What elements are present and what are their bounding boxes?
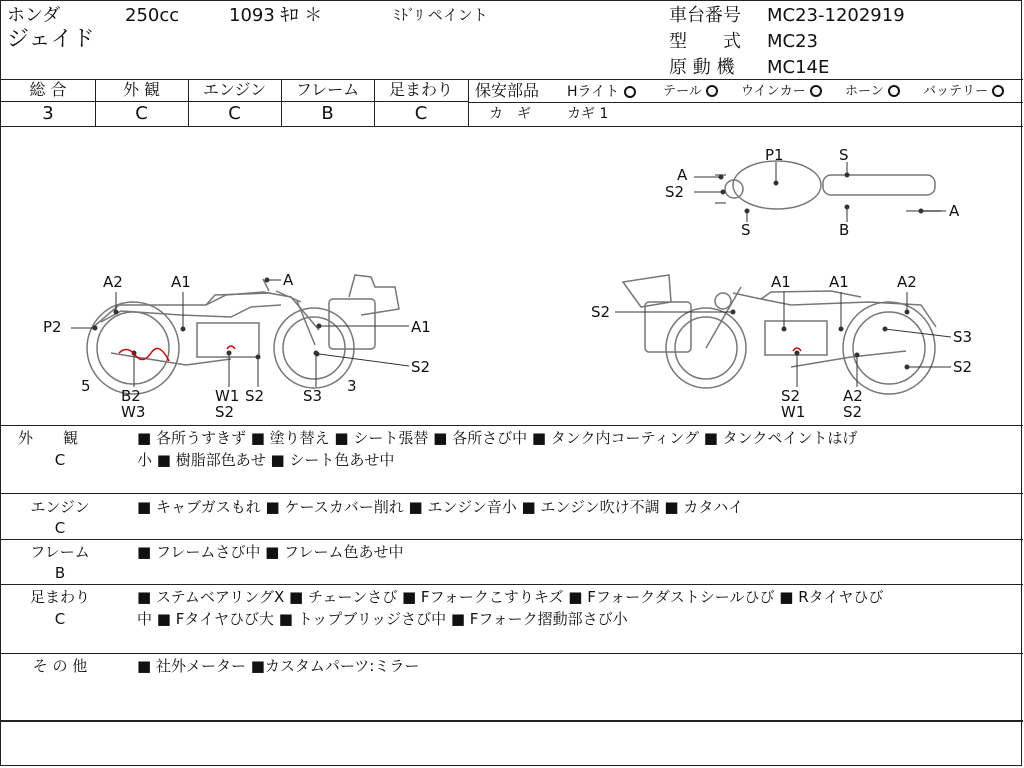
grade-frame-label: フレーム [295,80,360,99]
grade-suspension-label: 足まわり [388,80,453,99]
horn-label: ホーン [845,84,884,99]
notes-exterior-line2: 小 ■ 樹脂部色あせ ■ シート色あせ中 [137,451,395,469]
notes-engine-label: エンジン [30,498,90,516]
svg-text:S2: S2 [245,387,265,405]
divider [1,539,1023,540]
notes-other-label: そ の 他 [32,657,88,675]
svg-text:P2: P2 [43,318,62,336]
frame-no-value: MC23-1202919 [767,5,905,26]
ok-circle-icon [624,86,636,98]
winker-label: ウインカー [741,84,806,99]
svg-text:S2: S2 [843,403,863,421]
notes-suspension-line1: ■ ステムベアリングX ■ チェーンさび ■ Fフォークこすりキズ ■ Fフォークダストシールひび ■ Rタイヤひび [137,588,884,606]
notes-suspension-label: 足まわり [29,588,90,606]
key-value: カギ 1 [567,106,609,122]
svg-text:S: S [741,221,751,239]
notes-suspension-grade: C [54,610,66,628]
motorcycle-right-view [623,275,936,394]
svg-text:A1: A1 [771,273,791,291]
notes-exterior-label: 外 観 [17,429,78,447]
divider [1,425,1023,426]
svg-text:S2: S2 [953,358,973,376]
svg-text:A: A [677,166,688,184]
svg-text:A1: A1 [411,318,431,336]
divider [1,493,1023,494]
notes-frame-line1: ■ フレームさび中 ■ フレーム色あせ中 [137,543,404,561]
safety-headlight [567,83,636,101]
ok-circle-icon [810,85,822,97]
engine-model-label: 原 動 機 [669,57,735,78]
notes-frame-grade: B [54,564,66,582]
svg-text:A: A [949,202,960,220]
safety-tail [663,83,718,101]
grade-overall-label: 総 合 [29,80,67,99]
svg-text:W1: W1 [215,387,240,405]
rust-marks [119,346,801,361]
svg-text:S2: S2 [591,303,611,321]
damage-diagram [1,127,1023,425]
svg-text:B: B [839,221,850,239]
safety-label: 保安部品 [475,81,540,100]
grade-suspension-value: C [414,103,428,124]
svg-text:W3: W3 [121,403,146,421]
grade-engine-label: エンジン [202,80,267,99]
svg-text:S2: S2 [781,387,801,405]
divider [1,720,1023,722]
svg-text:A2: A2 [897,273,917,291]
svg-text:A1: A1 [171,273,191,291]
svg-text:S3: S3 [303,387,323,405]
svg-text:A: A [283,271,294,289]
tail-label: テール [663,84,702,99]
svg-text:S2: S2 [665,183,685,201]
ok-circle-icon [888,85,900,97]
headlight-label: Hライト [567,84,620,100]
frame-no-label: 車台番号 [669,5,741,26]
svg-text:B2: B2 [121,387,141,405]
grade-exterior-value: C [135,103,148,124]
notes-suspension-line2: 中 ■ Fタイヤひび大 ■ トップブリッジさび中 ■ Fフォーク摺動部さび小 [137,610,628,628]
svg-text:A2: A2 [103,273,123,291]
grade-engine-value: C [228,103,241,124]
svg-text:5: 5 [81,377,91,395]
safety-horn [845,83,900,101]
svg-text:P1: P1 [765,146,784,164]
model-name: ジェイド [7,27,95,52]
notes-exterior-grade: C [54,451,66,469]
grade-frame-value: B [321,103,334,124]
mileage: 1093 ｷﾛ ＊ [229,5,323,26]
svg-text:A2: A2 [843,387,863,405]
notes-exterior-line1: ■ 各所うすきず ■ 塗り替え ■ シート張替 ■ 各所さび中 ■ タンク内コーティング ■ タンクペイントはげ [137,429,858,447]
color: ﾐﾄﾞﾘ ペイント [393,6,488,24]
maker-name: ホンダ [7,5,61,26]
svg-text:S2: S2 [411,358,431,376]
grade-overall-value: 3 [42,103,54,124]
battery-label: バッテリー [923,84,989,99]
safety-winker [741,83,822,101]
grade-exterior-label: 外 観 [122,80,161,99]
divider [1,584,1023,585]
engine-model-value: MC14E [767,57,830,78]
motorcycle-top-view [715,161,941,211]
divider [468,102,1023,103]
ok-circle-icon [706,85,718,97]
svg-text:3: 3 [347,377,357,395]
svg-text:A1: A1 [829,273,849,291]
notes-frame-label: フレーム [30,543,90,561]
svg-text:S3: S3 [953,328,973,346]
svg-text:S: S [839,146,849,164]
svg-text:S2: S2 [215,403,235,421]
marker-lines [71,162,951,387]
divider [1,101,468,102]
notes-engine-grade: C [54,519,66,537]
diagram-labels [43,146,972,421]
type-value: MC23 [767,31,819,52]
ok-circle-icon [992,85,1004,97]
safety-battery [923,83,1004,101]
notes-engine-line1: ■ キャブガスもれ ■ ケースカバー削れ ■ エンジン音小 ■ エンジン吹け不調 ■ カタハイ [137,498,744,516]
notes-other-line1: ■ 社外メーター ■カスタムパーツ:ミラー [137,657,420,675]
displacement: 250cc [125,5,180,26]
divider [1,653,1023,654]
type-label: 型 式 [669,31,741,52]
key-label: カ ギ [489,106,531,122]
svg-text:W1: W1 [781,403,806,421]
